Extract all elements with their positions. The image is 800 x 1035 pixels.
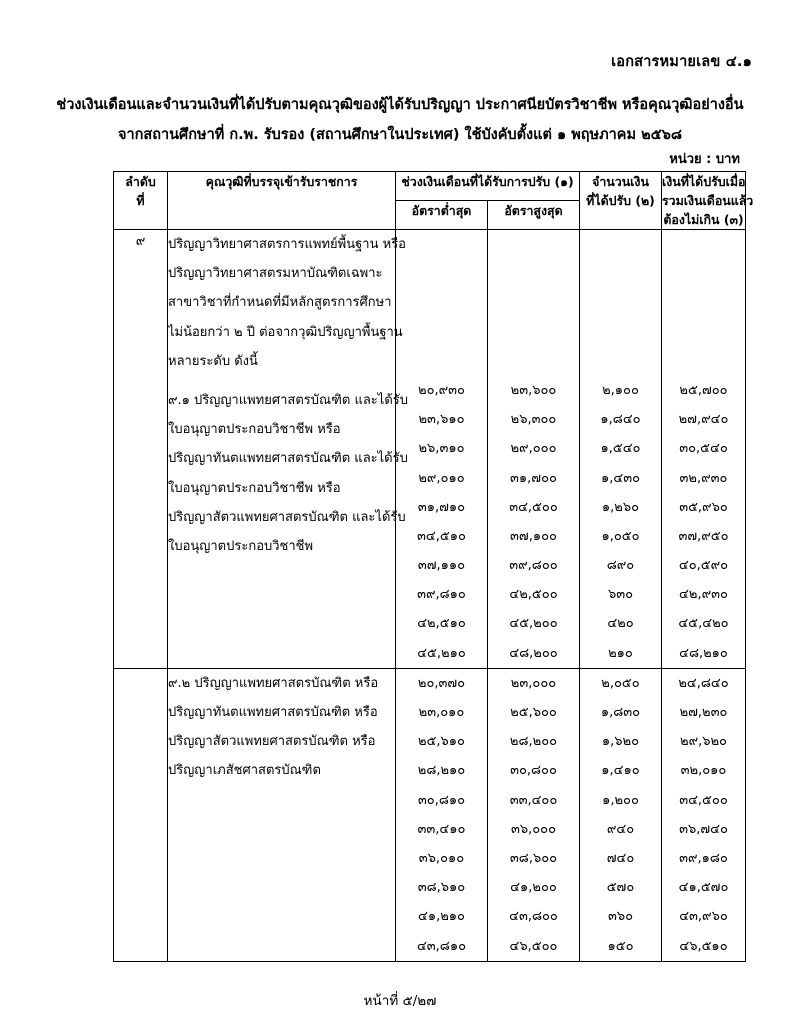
max-rate-value: ๓๗,๑๐๐ (510, 528, 557, 544)
value-spacer (580, 347, 661, 376)
adjustment-amount-value: ๒๑๐ (608, 645, 633, 661)
adjustment-amount-value: ๑,๒๖๐ (601, 499, 640, 515)
total-cap-value: ๒๗,๙๔๐ (678, 412, 729, 428)
adjustment-amount-value: ๗๔๐ (606, 850, 635, 866)
column-header-order-line-2: ที่ (136, 193, 145, 208)
max-rate-value: ๔๓,๘๐๐ (509, 909, 558, 925)
column-header-total-cap (662, 172, 754, 230)
min-rate-value: ๓๘,๖๑๐ (417, 880, 466, 896)
max-rate-value: ๒๖,๓๐๐ (510, 412, 557, 428)
adjustment-amount-value: ๔๒๐ (607, 616, 634, 632)
value-spacer (396, 259, 487, 288)
total-cap-value: ๒๕,๗๐๐ (679, 382, 728, 398)
total-cap-value: ๔๘,๒๑๐ (679, 645, 728, 661)
adjustment-amount-value: ๕๗๐ (606, 880, 635, 896)
column-header-adjustment-amount (580, 172, 662, 230)
qualification-text-line: ปริญญาวิทยาศาสตรมหาบัณฑิตเฉพาะ (168, 266, 383, 282)
value-spacer (488, 259, 579, 288)
value-spacer (396, 318, 487, 347)
value-spacer (662, 259, 745, 288)
total-cap-value: ๒๔,๘๔๐ (678, 675, 729, 691)
value-spacer (580, 230, 661, 259)
max-rate-value: ๓๙,๘๐๐ (509, 558, 558, 574)
min-rate-list (396, 669, 487, 961)
qualification-text-line: ปริญญาเภสัชศาสตรบัณฑิต (168, 763, 321, 779)
min-rate-value: ๒๖,๓๑๐ (418, 441, 465, 457)
max-rate-value: ๒๘,๒๐๐ (509, 734, 558, 750)
value-spacer (662, 230, 745, 259)
qualification-text-line: ไม่น้อยกว่า ๒ ปี ต่อจากวุฒิปริญญาพื้นฐาน (168, 324, 403, 340)
qualification-text-line: ใบอนุญาตประกอบวิชาชีพ หรือ (168, 480, 341, 496)
row-qualification-description (168, 668, 396, 961)
max-rate-value: ๓๔,๕๐๐ (509, 499, 558, 515)
value-spacer (488, 288, 579, 317)
max-rate-value: ๔๒,๕๐๐ (509, 587, 558, 603)
total-cap-value: ๓๐,๕๔๐ (679, 441, 728, 457)
value-spacer (488, 230, 579, 259)
qualification-text-line: ปริญญาวิทยาศาสตรการแพทย์พื้นฐาน หรือ (168, 237, 406, 252)
adjustment-amount-value: ๑,๘๓๐ (600, 705, 641, 720)
max-rate-value: ๒๓,๐๐๐ (510, 675, 557, 691)
column-header-adjustment-line-2: ที่ได้ปรับ (๒) (586, 193, 655, 208)
value-spacer (580, 288, 661, 317)
total-cap-value: ๓๙,๑๘๐ (679, 850, 728, 866)
row-order-number: ๙ (114, 230, 168, 669)
total-cap-value: ๔๖,๕๑๐ (679, 938, 728, 954)
min-rate-value: ๒๐,๓๗๐ (417, 675, 466, 691)
column-header-min-rate: อัตราต่ำสุด (396, 201, 488, 230)
total-cap-value: ๔๒,๙๓๐ (679, 587, 728, 603)
qualification-text-line: ใบอนุญาตประกอบวิชาชีพ หรือ (168, 422, 341, 438)
qualification-text-line: ปริญญาสัตวแพทยศาสตรบัณฑิต หรือ (168, 734, 376, 750)
table-body (114, 230, 746, 962)
min-rate-value: ๔๕,๒๑๐ (417, 645, 466, 661)
value-spacer (488, 318, 579, 347)
total-cap-list (662, 230, 745, 668)
total-cap-value: ๔๐,๕๙๐ (678, 558, 729, 574)
adjustment-amount-value: ๑,๔๑๐ (601, 763, 640, 779)
column-header-total-line-2: รวมเงินเดือนแล้ว (662, 193, 754, 208)
adjustment-amount-value: ๑๕๐ (607, 938, 634, 954)
adjustment-amount-value: ๒,๑๐๐ (602, 382, 639, 398)
total-cap-value: ๓๔,๕๐๐ (679, 792, 728, 808)
adjustment-amount-value: ๑,๘๔๐ (600, 412, 641, 428)
adjustment-amount-value: ๑,๖๒๐ (601, 734, 640, 750)
max-rate-value: ๔๕,๒๐๐ (509, 616, 558, 632)
table-row (114, 230, 746, 669)
min-rate-value: ๒๙,๐๑๐ (418, 470, 465, 486)
qualification-text-line: ปริญญาทันตแพทยศาสตรบัณฑิต หรือ (168, 705, 378, 721)
value-spacer (396, 288, 487, 317)
max-rate-list (488, 669, 579, 961)
column-header-order-line-1: ลำดับ (125, 174, 156, 189)
max-rate-value: ๓๑,๗๐๐ (510, 470, 557, 486)
value-spacer (396, 230, 487, 259)
column-header-qualification: คุณวุฒิที่บรรจุเข้ารับราชการ (168, 172, 396, 230)
max-rate-value: ๒๕,๖๐๐ (510, 705, 557, 720)
adjustment-amount-value: ๑,๒๐๐ (602, 792, 639, 808)
value-spacer (396, 347, 487, 376)
document-title-line-2: จากสถานศึกษาที่ ก.พ. รับรอง (สถานศึกษาในประเทศ) ใช้บังคับตั้งแต่ ๑ พฤษภาคม ๒๕๖๘ (117, 127, 683, 143)
min-rate-value: ๒๓,๖๑๐ (418, 412, 465, 428)
table-header-row-1 (114, 172, 746, 201)
qualification-spacer (168, 376, 395, 386)
value-spacer (662, 288, 745, 317)
column-header-salary-range-group: ช่วงเงินเดือนที่ได้รับการปรับ (๑) (396, 172, 580, 201)
max-rate-value: ๒๙,๐๐๐ (510, 441, 557, 457)
adjustment-amount-list (580, 230, 661, 668)
total-cap-value: ๓๒,๙๓๐ (679, 470, 728, 486)
min-rate-value: ๒๕,๖๑๐ (418, 734, 465, 750)
total-cap-value: ๔๑,๕๗๐ (678, 880, 729, 896)
row-adjustment-amount-column (580, 668, 662, 961)
qualification-text-line: หลายระดับ ดังนี้ (168, 353, 258, 369)
salary-adjustment-table (113, 171, 754, 962)
max-rate-value: ๒๓,๖๐๐ (510, 382, 557, 398)
total-cap-value: ๔๓,๙๖๐ (679, 909, 728, 925)
value-spacer (662, 347, 745, 376)
value-spacer (662, 318, 745, 347)
total-cap-value: ๓๒,๐๑๐ (680, 763, 727, 779)
qualification-text-line: สาขาวิชาที่กำหนดที่มีหลักสูตรการศึกษา (168, 295, 392, 311)
min-rate-value: ๓๑,๗๑๐ (417, 499, 466, 515)
min-rate-value: ๔๑,๒๑๐ (418, 909, 465, 925)
max-rate-value: ๓๐,๘๐๐ (510, 763, 557, 779)
min-rate-value: ๓๙,๘๑๐ (417, 587, 466, 603)
max-rate-value: ๓๖,๐๐๐ (510, 821, 557, 837)
document-title-block (0, 90, 800, 150)
row-qualification-description (168, 230, 408, 669)
adjustment-amount-value: ๘๙๐ (606, 558, 635, 574)
max-rate-list (488, 230, 579, 668)
adjustment-amount-value: ๑,๐๕๐ (601, 528, 640, 544)
row-adjustment-amount-column (580, 230, 662, 669)
page-footer: หน้าที่ ๕/๒๗ (363, 993, 437, 1009)
min-rate-value: ๓๓,๔๑๐ (417, 821, 466, 837)
column-header-order (114, 172, 168, 230)
max-rate-value: ๓๓,๔๐๐ (509, 792, 558, 808)
adjustment-amount-value: ๖๓๐ (607, 587, 634, 603)
max-rate-value: ๓๘,๖๐๐ (509, 850, 558, 866)
table-header (114, 172, 754, 230)
row-total-cap-column (662, 230, 746, 669)
min-rate-value: ๓๗,๑๑๐ (417, 558, 466, 574)
row-max-rate-column (488, 230, 580, 669)
qualification-text-line: ๙.๑ ปริญญาแพทยศาสตรบัณฑิต และได้รับ (168, 393, 408, 409)
adjustment-amount-list (580, 669, 661, 961)
min-rate-value: ๓๔,๕๑๐ (417, 528, 466, 544)
value-spacer (488, 347, 579, 376)
qualification-text-line: ปริญญาสัตวแพทยศาสตรบัณฑิต และได้รับ (168, 509, 406, 525)
document-reference-label: เอกสารหมายเลข ๔.๑ (611, 54, 752, 70)
table-row (114, 668, 746, 961)
total-cap-value: ๓๗,๙๕๐ (678, 528, 729, 544)
min-rate-list (396, 230, 487, 668)
row-total-cap-column (662, 668, 746, 961)
qualification-text-line: ปริญญาทันตแพทยศาสตรบัณฑิต และได้รับ (168, 451, 408, 467)
min-rate-value: ๓๖,๐๑๐ (418, 850, 465, 866)
row-max-rate-column (488, 668, 580, 961)
min-rate-value: ๓๐,๘๑๐ (417, 792, 466, 808)
column-header-max-rate: อัตราสูงสุด (488, 201, 580, 230)
total-cap-value: ๓๖,๗๔๐ (679, 821, 728, 837)
total-cap-value: ๓๕,๙๖๐ (679, 499, 728, 515)
column-header-total-line-3: ต้องไม่เกิน (๓) (663, 212, 744, 227)
column-header-adjustment-line-1: จำนวนเงิน (592, 174, 649, 189)
total-cap-value: ๒๗,๒๓๐ (679, 705, 728, 720)
min-rate-value: ๒๘,๒๑๐ (417, 763, 466, 779)
unit-label: หน่วย : บาท (669, 152, 740, 167)
adjustment-amount-value: ๑,๔๓๐ (600, 470, 641, 486)
row-order-number (114, 668, 168, 961)
column-header-total-line-1: เงินที่ได้ปรับเมื่อ (662, 174, 746, 189)
adjustment-amount-value: ๒,๐๕๐ (601, 675, 640, 691)
document-title-line-1: ช่วงเงินเดือนและจำนวนเงินที่ได้ปรับตามคุณวุฒิของผู้ได้รับปริญญา ประกาศนียบัตรวิชาชีพ หรือคุณวุฒิอย่างอื่น (56, 97, 744, 113)
row-min-rate-column (396, 668, 488, 961)
value-spacer (580, 318, 661, 347)
adjustment-amount-value: ๓๖๐ (607, 909, 634, 925)
min-rate-value: ๔๓,๘๑๐ (416, 938, 467, 954)
max-rate-value: ๔๘,๒๐๐ (509, 645, 558, 661)
total-cap-value: ๒๙,๖๒๐ (680, 734, 727, 750)
max-rate-value: ๔๖,๕๐๐ (509, 938, 558, 954)
row-min-rate-column (396, 230, 488, 669)
qualification-text-line: ใบอนุญาตประกอบวิชาชีพ (168, 539, 314, 555)
adjustment-amount-value: ๑,๕๔๐ (600, 441, 641, 457)
total-cap-list (662, 669, 745, 961)
value-spacer (580, 259, 661, 288)
min-rate-value: ๒๐,๙๓๐ (418, 382, 465, 398)
qualification-text-line: ๙.๒ ปริญญาแพทยศาสตรบัณฑิต หรือ (168, 675, 379, 691)
adjustment-amount-value: ๙๔๐ (606, 821, 635, 837)
min-rate-value: ๒๓,๐๑๐ (418, 705, 465, 720)
max-rate-value: ๔๑,๒๐๐ (510, 880, 557, 896)
min-rate-value: ๔๒,๕๑๐ (417, 616, 466, 632)
total-cap-value: ๔๕,๔๒๐ (678, 616, 729, 632)
